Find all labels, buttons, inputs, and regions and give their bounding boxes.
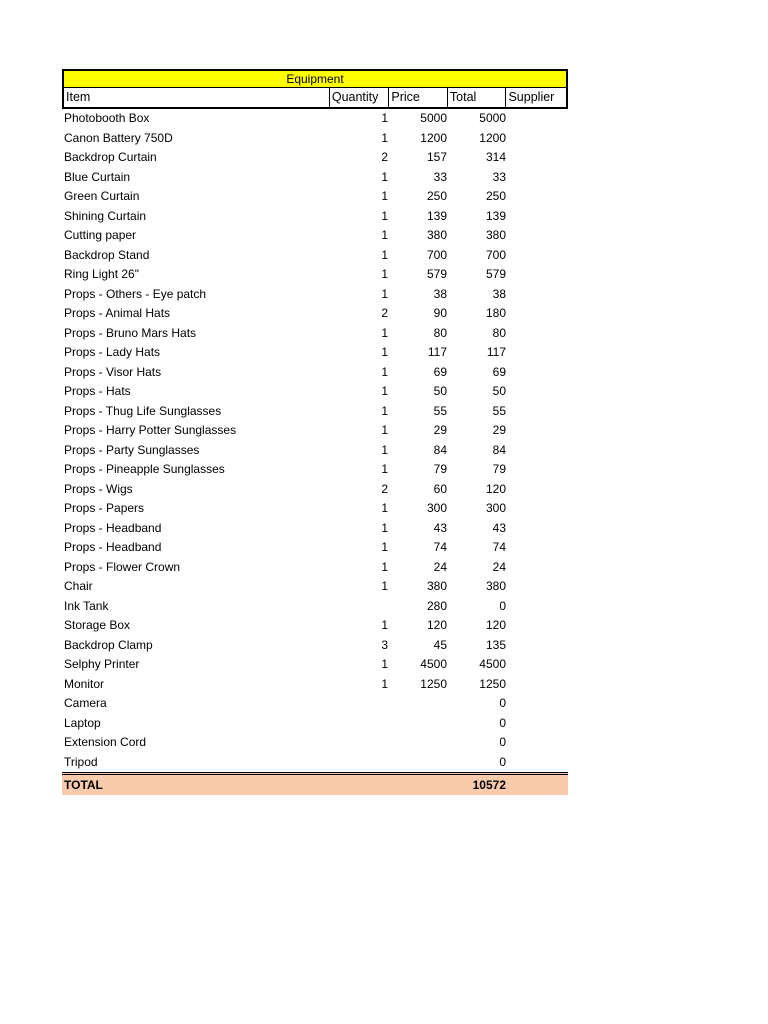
table-row (62, 187, 568, 207)
cell-supplier (508, 675, 568, 695)
total-value: 10572 (472, 778, 506, 792)
cell-price: 90 (433, 306, 447, 320)
cell-item: Laptop (64, 715, 101, 730)
cell-supplier (508, 753, 568, 773)
cell-price: 74 (433, 540, 447, 554)
cell-supplier (508, 109, 568, 129)
table-row (62, 285, 568, 305)
cell-supplier (508, 187, 568, 207)
cell-supplier (508, 480, 568, 500)
cell-item: Props - Visor Hats (64, 364, 162, 379)
cell-quantity: 1 (381, 423, 388, 437)
cell-quantity: 1 (381, 325, 388, 340)
cell-quantity: 1 (381, 403, 388, 418)
cell-price: 60 (433, 481, 447, 496)
cell-total: 5000 (479, 111, 506, 125)
cell-quantity: 2 (381, 481, 388, 496)
total-label: TOTAL (64, 778, 103, 792)
cell-total: 69 (492, 364, 506, 379)
cell-supplier (508, 207, 568, 227)
header-price: Price (389, 88, 448, 107)
cell-supplier (508, 148, 568, 168)
cell-item: Props - Thug Life Sunglasses (64, 403, 222, 418)
cell-item: Camera (64, 696, 107, 710)
cell-supplier (508, 499, 568, 519)
cell-supplier (508, 304, 568, 324)
cell-item: Storage Box (64, 618, 131, 632)
cell-supplier (508, 265, 568, 285)
table-row (62, 168, 568, 188)
cell-price (390, 753, 449, 773)
cell-price: 38 (433, 286, 447, 301)
cell-supplier (508, 558, 568, 578)
table-row (62, 636, 568, 656)
cell-item: Props - Headband (64, 520, 162, 535)
table-row (62, 382, 568, 402)
cell-total: 0 (499, 598, 506, 613)
cell-quantity: 1 (381, 189, 388, 203)
cell-supplier (508, 655, 568, 675)
cell-total: 300 (485, 501, 506, 515)
cell-total: 380 (485, 228, 506, 242)
cell-quantity: 1 (381, 540, 388, 554)
cell-price (390, 694, 449, 714)
cell-total: 0 (499, 696, 506, 710)
cell-supplier (508, 441, 568, 461)
table-row (62, 441, 568, 461)
cell-supplier (508, 577, 568, 597)
header-item: Item (64, 88, 330, 107)
cell-total: 1200 (479, 130, 506, 145)
cell-quantity: 1 (381, 462, 388, 476)
total-quantity-cell (330, 775, 390, 795)
cell-item: Blue Curtain (64, 169, 131, 184)
cell-item: Backdrop Curtain (64, 150, 157, 164)
table-row (62, 265, 568, 285)
cell-quantity: 1 (381, 559, 388, 574)
cell-price: 380 (426, 228, 447, 242)
cell-quantity: 1 (381, 384, 388, 398)
cell-supplier (508, 343, 568, 363)
cell-price: 79 (433, 462, 447, 476)
cell-item: Selphy Printer (64, 657, 140, 671)
table-row (62, 421, 568, 441)
cell-total: 43 (492, 520, 506, 535)
cell-item: Props - Party Sunglasses (64, 442, 200, 457)
cell-supplier (508, 246, 568, 266)
cell-total: 80 (492, 325, 506, 340)
cell-supplier (508, 538, 568, 558)
cell-price: 139 (426, 208, 447, 223)
cell-quantity: 1 (381, 520, 388, 535)
cell-quantity (330, 597, 390, 617)
cell-item: Canon Battery 750D (64, 130, 173, 145)
table-row (62, 519, 568, 539)
table-row (62, 207, 568, 227)
table-row (62, 363, 568, 383)
cell-price: 55 (433, 403, 447, 418)
table-row (62, 597, 568, 617)
cell-quantity: 1 (381, 267, 388, 281)
cell-item: Backdrop Clamp (64, 637, 153, 652)
cell-item: Chair (64, 579, 93, 593)
cell-supplier (508, 421, 568, 441)
cell-supplier (508, 363, 568, 383)
cell-quantity (330, 753, 390, 773)
table-row (62, 694, 568, 714)
cell-price: 43 (433, 520, 447, 535)
cell-total: 79 (492, 462, 506, 476)
cell-supplier (508, 694, 568, 714)
cell-item: Props - Papers (64, 501, 145, 515)
cell-quantity (330, 733, 390, 753)
cell-price: 1200 (420, 130, 447, 145)
table-row (62, 714, 568, 734)
cell-total: 250 (485, 189, 506, 203)
cell-quantity: 1 (381, 676, 388, 691)
cell-supplier (508, 636, 568, 656)
cell-price: 380 (426, 579, 447, 593)
table-title: Equipment (62, 69, 568, 88)
cell-quantity: 1 (381, 169, 388, 184)
total-supplier-cell (508, 775, 568, 795)
cell-quantity: 2 (381, 306, 388, 320)
table-row (62, 733, 568, 753)
cell-quantity: 1 (381, 286, 388, 301)
cell-price: 250 (426, 189, 447, 203)
cell-quantity: 1 (381, 345, 388, 359)
cell-supplier (508, 402, 568, 422)
cell-quantity (330, 714, 390, 734)
cell-supplier (508, 285, 568, 305)
cell-item: Ring Light 26" (64, 267, 139, 281)
cell-item: Extension Cord (64, 735, 147, 749)
table-row (62, 304, 568, 324)
cell-price: 29 (433, 423, 447, 437)
cell-quantity: 1 (381, 111, 388, 125)
cell-quantity (330, 694, 390, 714)
table-row (62, 226, 568, 246)
cell-total: 0 (499, 715, 506, 730)
cell-total: 579 (485, 267, 506, 281)
cell-price: 120 (426, 618, 447, 632)
cell-price: 84 (433, 442, 447, 457)
table-row (62, 402, 568, 422)
cell-item: Props - Pineapple Sunglasses (64, 462, 225, 476)
cell-price: 24 (433, 559, 447, 574)
cell-quantity: 1 (381, 208, 388, 223)
cell-item: Props - Hats (64, 384, 131, 398)
header-supplier: Supplier (508, 90, 555, 104)
cell-price: 69 (433, 364, 447, 379)
cell-supplier (508, 714, 568, 734)
cell-supplier (508, 616, 568, 636)
cell-price: 700 (426, 247, 447, 262)
table-row (62, 109, 568, 129)
table-row (62, 616, 568, 636)
table-row (62, 343, 568, 363)
cell-quantity: 2 (381, 150, 388, 164)
cell-item: Props - Others - Eye patch (64, 286, 207, 301)
cell-item: Backdrop Stand (64, 247, 150, 262)
table-row (62, 246, 568, 266)
cell-item: Ink Tank (64, 598, 109, 613)
table-row (62, 538, 568, 558)
cell-total: 135 (485, 637, 506, 652)
cell-item: Props - Flower Crown (64, 559, 181, 574)
cell-quantity: 3 (381, 637, 388, 652)
cell-quantity: 1 (381, 657, 388, 671)
cell-total: 24 (492, 559, 506, 574)
cell-total: 50 (492, 384, 506, 398)
cell-item: Photobooth Box (64, 111, 150, 125)
cell-quantity: 1 (381, 228, 388, 242)
cell-supplier (508, 733, 568, 753)
cell-total: 4500 (479, 657, 506, 671)
cell-total: 74 (492, 540, 506, 554)
cell-total: 0 (499, 754, 506, 769)
cell-supplier (508, 226, 568, 246)
cell-price (390, 733, 449, 753)
cell-supplier (508, 597, 568, 617)
cell-price: 80 (433, 325, 447, 340)
table-row (62, 577, 568, 597)
header-quantity: Quantity (330, 88, 390, 107)
cell-total: 0 (499, 735, 506, 749)
cell-supplier (508, 519, 568, 539)
table-row (62, 460, 568, 480)
cell-supplier (508, 382, 568, 402)
equipment-table (62, 69, 568, 795)
cell-item: Green Curtain (64, 189, 140, 203)
cell-total: 84 (492, 442, 506, 457)
table-row (62, 558, 568, 578)
cell-item: Props - Lady Hats (64, 345, 161, 359)
cell-total: 117 (486, 345, 506, 359)
cell-total: 38 (492, 286, 506, 301)
cell-item: Shining Curtain (64, 208, 147, 223)
cell-quantity: 1 (381, 130, 388, 145)
cell-price: 579 (426, 267, 447, 281)
table-row (62, 753, 568, 773)
table-row (62, 675, 568, 695)
cell-supplier (508, 168, 568, 188)
table-row (62, 655, 568, 675)
cell-total: 1250 (479, 676, 506, 691)
table-row (62, 148, 568, 168)
cell-item: Monitor (64, 676, 105, 691)
cell-item: Props - Harry Potter Sunglasses (64, 423, 237, 437)
cell-price: 4500 (420, 657, 447, 671)
cell-price: 45 (433, 637, 447, 652)
cell-total: 139 (485, 208, 506, 223)
cell-total: 700 (485, 247, 506, 262)
cell-price: 1250 (420, 676, 447, 691)
cell-price (390, 714, 449, 734)
cell-item: Tripod (64, 754, 98, 769)
cell-item: Cutting paper (64, 228, 137, 242)
cell-supplier (508, 324, 568, 344)
cell-total: 314 (485, 150, 506, 164)
cell-supplier (508, 460, 568, 480)
cell-total: 33 (492, 169, 506, 184)
total-price-cell (390, 775, 449, 795)
cell-total: 180 (485, 306, 506, 320)
cell-total: 120 (485, 618, 506, 632)
cell-price: 280 (426, 598, 447, 613)
header-row (62, 88, 568, 109)
table-row (62, 480, 568, 500)
cell-item: Props - Wigs (64, 481, 133, 496)
cell-total: 29 (492, 423, 506, 437)
cell-supplier (508, 129, 568, 149)
cell-total: 120 (485, 481, 506, 496)
table-body (62, 109, 568, 772)
cell-price: 157 (426, 150, 447, 164)
cell-quantity: 1 (381, 247, 388, 262)
cell-quantity: 1 (381, 364, 388, 379)
header-total: Total (448, 88, 507, 107)
cell-item: Props - Headband (64, 540, 162, 554)
cell-price: 300 (426, 501, 447, 515)
cell-item: Props - Animal Hats (64, 306, 171, 320)
cell-quantity: 1 (381, 442, 388, 457)
cell-quantity: 1 (381, 501, 388, 515)
total-row (62, 772, 568, 795)
cell-item: Props - Bruno Mars Hats (64, 325, 197, 340)
cell-price: 117 (427, 345, 447, 359)
table-row (62, 129, 568, 149)
cell-quantity: 1 (381, 618, 388, 632)
cell-total: 55 (492, 403, 506, 418)
cell-price: 50 (433, 384, 447, 398)
cell-quantity: 1 (381, 579, 388, 593)
cell-price: 33 (433, 169, 447, 184)
table-row (62, 324, 568, 344)
cell-price: 5000 (420, 111, 447, 125)
table-row (62, 499, 568, 519)
cell-total: 380 (485, 579, 506, 593)
